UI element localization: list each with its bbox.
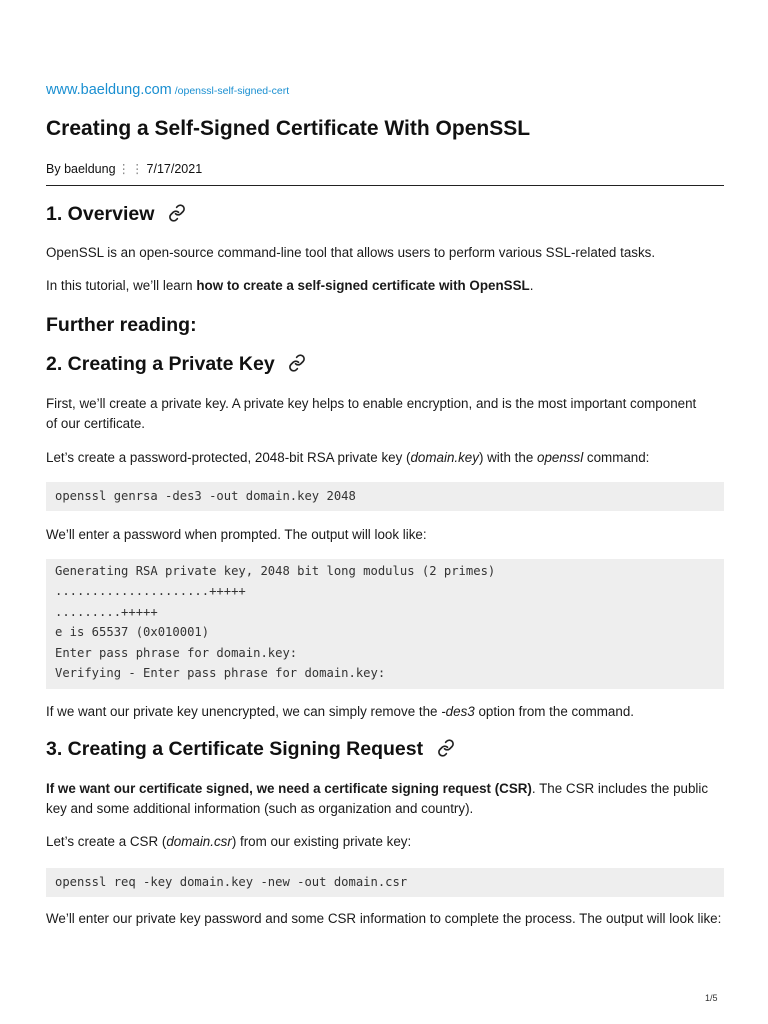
- bold-text: If we want our certificate signed, we need a certificate signing request (CSR): [46, 781, 532, 796]
- private-key-paragraph-2: [46, 448, 724, 468]
- italic-text: domain.key: [410, 450, 479, 465]
- page-title: Creating a Self-Signed Certificate With OpenSSL: [46, 117, 531, 140]
- overview-paragraph-1: OpenSSL is an open-source command-line tool that allows users to perform various SSL-related tasks.: [46, 245, 656, 260]
- code-line: .........+++++: [55, 604, 158, 619]
- byline-separator: ⋮⋮: [117, 162, 145, 176]
- code-line: Generating RSA private key, 2048 bit long modulus (2 primes): [55, 564, 496, 578]
- italic-text: openssl: [537, 450, 584, 465]
- publish-date: 7/17/2021: [146, 162, 203, 176]
- url-path[interactable]: /openssl-self-signed-cert: [174, 85, 290, 97]
- text-run: Let’s create a password-protected, 2048-bit RSA private key (: [46, 450, 411, 465]
- code-block-genrsa[interactable]: [46, 482, 724, 511]
- private-key-paragraph-3: We’ll enter a password when prompted. The output will look like:: [46, 527, 427, 542]
- header-divider: [46, 185, 724, 186]
- source-url[interactable]: [46, 81, 289, 99]
- section-heading-overview: [46, 203, 186, 226]
- section-heading-csr: [46, 738, 455, 761]
- byline: [46, 161, 202, 176]
- private-key-paragraph-4: [46, 702, 724, 722]
- code-line: Verifying - Enter pass phrase for domain.key:: [55, 665, 386, 680]
- byline-prefix: By: [46, 162, 61, 176]
- text-run: ) from our existing private key:: [231, 834, 412, 849]
- anchor-link-icon[interactable]: [168, 204, 186, 222]
- code-block-csr[interactable]: [46, 868, 724, 897]
- code-line: .....................+++++: [55, 584, 246, 599]
- text-run: Let’s create a CSR (: [46, 834, 167, 849]
- text-run: . The CSR includes the public key and some additional information (such as organization and country).: [46, 781, 709, 816]
- italic-text: domain.csr: [166, 834, 232, 849]
- section-heading-csr-text: 3. Creating a Certificate Signing Request: [46, 738, 424, 760]
- anchor-link-icon[interactable]: [288, 354, 306, 372]
- bold-text: how to create a self-signed certificate with OpenSSL: [196, 278, 530, 293]
- section-heading-private-key-text: 2. Creating a Private Key: [46, 353, 275, 375]
- csr-paragraph-1: [46, 779, 724, 819]
- page-number: 1/5: [705, 993, 718, 1003]
- overview-paragraph-2: [46, 276, 724, 296]
- code-line: openssl req -key domain.key -new -out domain.csr: [55, 875, 408, 889]
- private-key-paragraph-1: First, we’ll create a private key. A private key helps to enable encryption, and is the most important component of our certificate.: [46, 396, 697, 431]
- text-run: If we want our private key unencrypted, we can simply remove the: [46, 704, 442, 719]
- code-block-genrsa-output[interactable]: [46, 559, 724, 689]
- text-run: command:: [583, 450, 650, 465]
- italic-text: -des3: [441, 704, 475, 719]
- csr-paragraph-3: We’ll enter our private key password and some CSR information to complete the process. The output will look like:: [46, 911, 722, 926]
- section-heading-private-key: [46, 353, 306, 376]
- text-run: option from the command.: [474, 704, 634, 719]
- text-run: .: [529, 278, 534, 293]
- further-reading-heading: Further reading:: [46, 314, 197, 336]
- text-run: ) with the: [478, 450, 538, 465]
- author-name: baeldung: [64, 162, 116, 176]
- text-run: In this tutorial, we’ll learn: [46, 278, 197, 293]
- code-line: openssl genrsa -des3 -out domain.key 2048: [55, 489, 356, 503]
- code-line: e is 65537 (0x010001): [55, 625, 210, 640]
- url-domain[interactable]: www.baeldung.com: [46, 82, 172, 98]
- anchor-link-icon[interactable]: [437, 739, 455, 757]
- section-heading-overview-text: 1. Overview: [46, 203, 155, 225]
- code-line: Enter pass phrase for domain.key:: [55, 645, 298, 660]
- csr-paragraph-2: [46, 832, 724, 852]
